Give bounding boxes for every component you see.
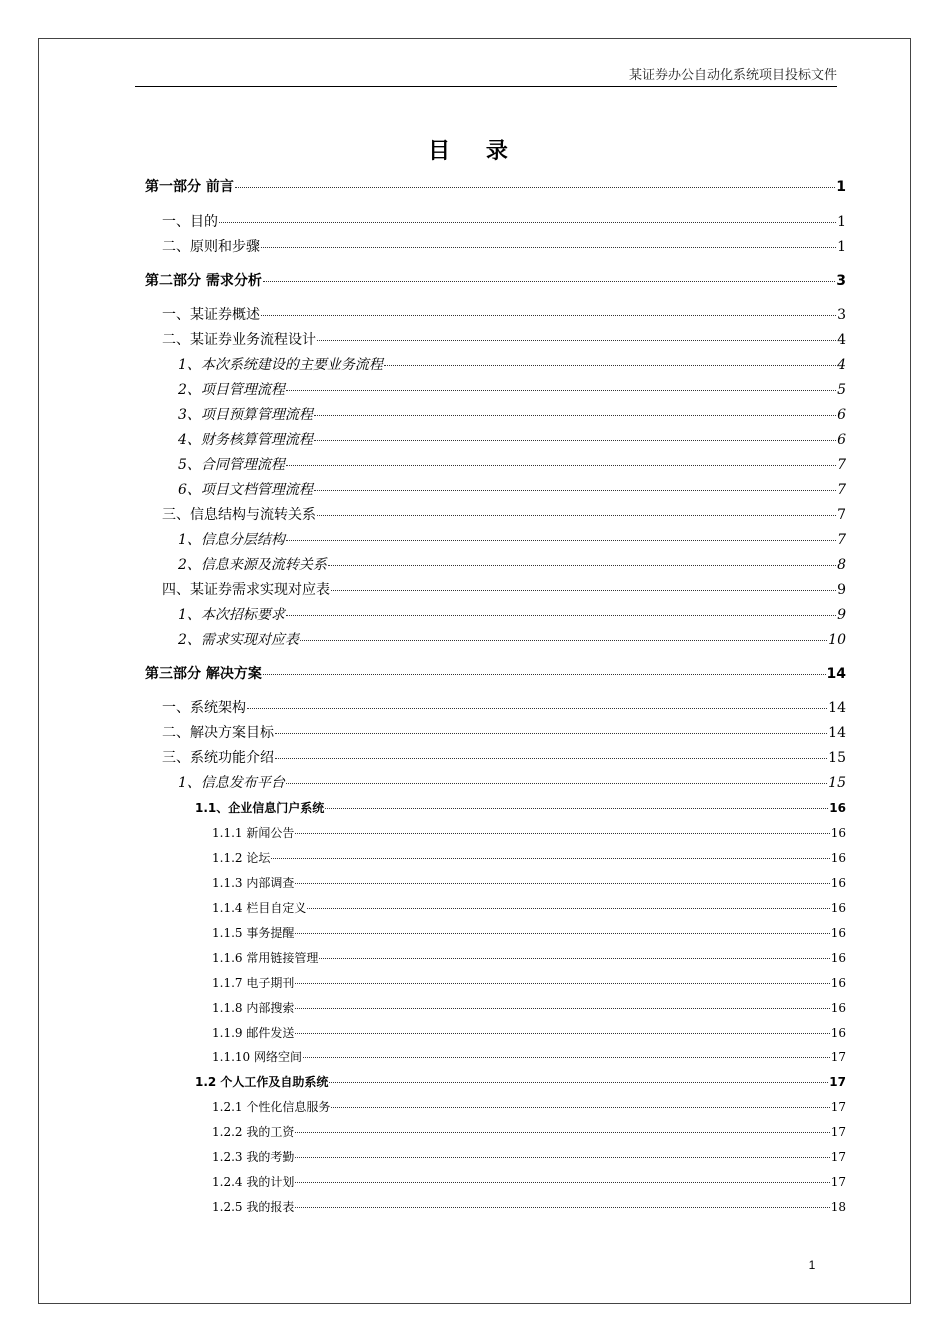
toc-entry-label: 1.1.6 常用链接管理: [212, 951, 319, 965]
toc-entry-page: 16: [830, 851, 846, 865]
dot-leader: [319, 957, 829, 959]
dot-leader: [314, 439, 836, 441]
dot-leader: [328, 564, 836, 566]
dot-leader: [295, 1156, 829, 1158]
toc-entry-label: 1.2.1 个性化信息服务: [212, 1100, 331, 1114]
toc-entry-label: 1.2 个人工作及自助系统: [195, 1075, 329, 1089]
toc-entry-label: 1.2.2 我的工资: [212, 1125, 295, 1139]
toc-entry-label: 1.1.3 内部调查: [212, 876, 295, 890]
toc-entry[interactable]: [178, 404, 846, 426]
toc-entry[interactable]: [212, 997, 846, 1019]
toc-entry-label: 6、项目文档管理流程: [178, 482, 313, 498]
toc-entry[interactable]: [212, 847, 846, 869]
toc-entry-label: 1.1.10 网络空间: [212, 1050, 302, 1064]
toc-entry-label: 1.2.3 我的考勤: [212, 1150, 295, 1164]
dot-leader: [286, 464, 836, 466]
toc-entry[interactable]: [162, 579, 846, 601]
toc-entry-label: 1.1、企业信息门户系统: [195, 801, 325, 815]
toc-entry-page: 7: [837, 532, 846, 548]
toc-entry[interactable]: [162, 504, 846, 526]
toc-entry-page: 7: [837, 482, 846, 498]
toc-entry-page: 9: [837, 607, 846, 623]
dot-leader: [295, 882, 829, 884]
toc-entry-label: 一、某证券概述: [162, 307, 260, 323]
toc-entry[interactable]: [212, 922, 846, 944]
toc-entry-label: 二、原则和步骤: [162, 239, 260, 255]
dot-leader: [275, 732, 827, 734]
toc-entry[interactable]: [145, 270, 846, 292]
page-number: 1: [808, 1258, 816, 1272]
toc-entry[interactable]: [212, 1046, 846, 1068]
toc-entry[interactable]: [145, 176, 846, 198]
dot-leader: [286, 614, 836, 616]
toc-entry-page: 8: [837, 557, 846, 573]
toc-entry[interactable]: [178, 429, 846, 451]
toc-entry-label: 1、信息分层结构: [178, 532, 285, 548]
toc-entry[interactable]: [212, 1121, 846, 1143]
toc-entry-page: 17: [830, 1150, 846, 1164]
toc-entry[interactable]: [178, 604, 846, 626]
toc-entry-page: 17: [830, 1100, 846, 1114]
toc-entry-label: 三、系统功能介绍: [162, 750, 274, 766]
toc-entry[interactable]: [212, 897, 846, 919]
dot-leader: [384, 364, 836, 366]
dot-leader: [303, 1056, 830, 1058]
dot-leader: [261, 314, 836, 316]
toc-entry-page: 18: [830, 1200, 846, 1214]
dot-leader: [329, 1081, 828, 1083]
toc-entry-label: 二、某证券业务流程设计: [162, 332, 316, 348]
dot-leader: [314, 489, 836, 491]
toc-entry-label: 二、解决方案目标: [162, 725, 274, 741]
dot-leader: [295, 932, 829, 934]
toc-entry[interactable]: [195, 797, 846, 819]
toc-entry[interactable]: [162, 697, 846, 719]
running-header: 某证券办公自动化系统项目投标文件: [135, 66, 837, 87]
dot-leader: [314, 414, 836, 416]
toc-entry[interactable]: [162, 236, 846, 258]
toc-entry-label: 2、信息来源及流转关系: [178, 557, 327, 573]
toc-entry[interactable]: [212, 872, 846, 894]
toc-entry-page: 16: [830, 826, 846, 840]
toc-entry-label: 1.2.5 我的报表: [212, 1200, 295, 1214]
toc-entry[interactable]: [178, 479, 846, 501]
toc-entry[interactable]: [178, 379, 846, 401]
toc-entry[interactable]: [212, 1096, 846, 1118]
dot-leader: [325, 807, 828, 809]
toc-entry-label: 1.1.1 新闻公告: [212, 826, 295, 840]
dot-leader: [263, 280, 835, 282]
toc-entry-page: 17: [830, 1175, 846, 1189]
dot-leader: [261, 246, 836, 248]
toc-entry-label: 2、项目管理流程: [178, 382, 285, 398]
toc-entry-page: 16: [830, 1026, 846, 1040]
toc-entry-label: 1.1.2 论坛: [212, 851, 271, 865]
toc-entry-label: 1.1.7 电子期刊: [212, 976, 295, 990]
toc-entry[interactable]: [195, 1071, 846, 1093]
toc-entry-label: 一、目的: [162, 214, 218, 230]
toc-entry-label: 1.2.4 我的计划: [212, 1175, 295, 1189]
toc-entry-label: 1、信息发布平台: [178, 775, 285, 791]
toc-entry[interactable]: [162, 304, 846, 326]
toc-entry-page: 4: [837, 332, 846, 348]
toc-entry-page: 17: [829, 1075, 846, 1089]
toc-entry[interactable]: [162, 722, 846, 744]
toc-entry-label: 第三部分 解决方案: [145, 666, 262, 682]
toc-entry[interactable]: [212, 947, 846, 969]
toc-entry[interactable]: [212, 972, 846, 994]
toc-entry[interactable]: [212, 1146, 846, 1168]
toc-entry-label: 四、某证券需求实现对应表: [162, 582, 330, 598]
toc-entry-label: 1.1.9 邮件发送: [212, 1026, 295, 1040]
dot-leader: [295, 832, 829, 834]
toc-entry-page: 6: [837, 407, 846, 423]
toc-entry-page: 4: [837, 357, 846, 373]
toc-entry[interactable]: [162, 329, 846, 351]
toc-entry-page: 7: [837, 507, 846, 523]
toc-entry-page: 3: [837, 307, 846, 323]
toc-entry[interactable]: [178, 772, 846, 794]
toc-entry-page: 1: [837, 214, 846, 230]
dot-leader: [317, 339, 836, 341]
toc-entry-label: 1.1.4 栏目自定义: [212, 901, 307, 915]
dot-leader: [286, 539, 836, 541]
toc-entry[interactable]: [178, 454, 846, 476]
toc-entry-page: 14: [828, 700, 846, 716]
toc-entry-page: 15: [828, 775, 846, 791]
toc-entry-label: 4、财务核算管理流程: [178, 432, 313, 448]
toc-entry-page: 16: [830, 926, 846, 940]
toc-entry-page: 15: [828, 750, 846, 766]
toc-entry[interactable]: [178, 629, 846, 651]
dot-leader: [295, 1181, 829, 1183]
toc-entry-page: 3: [836, 273, 846, 289]
toc-entry-label: 第二部分 需求分析: [145, 273, 262, 289]
dot-leader: [295, 1007, 829, 1009]
toc-entry-page: 16: [830, 1001, 846, 1015]
dot-leader: [307, 907, 829, 909]
dot-leader: [247, 707, 827, 709]
toc-entry-page: 14: [828, 725, 846, 741]
toc-entry-label: 1、本次招标要求: [178, 607, 285, 623]
toc-entry[interactable]: [178, 529, 846, 551]
toc-entry-page: 1: [836, 179, 846, 195]
toc-entry[interactable]: [162, 211, 846, 233]
toc-entry-page: 7: [837, 457, 846, 473]
toc-entry-label: 2、需求实现对应表: [178, 632, 299, 648]
toc-entry-page: 17: [830, 1125, 846, 1139]
toc-entry-label: 1.1.5 事务提醒: [212, 926, 295, 940]
toc-entry-page: 9: [837, 582, 846, 598]
toc-entry-label: 三、信息结构与流转关系: [162, 507, 316, 523]
toc-entry-page: 16: [830, 951, 846, 965]
toc-entry-label: 一、系统架构: [162, 700, 246, 716]
toc-entry-page: 1: [837, 239, 846, 255]
toc-entry-label: 1.1.8 内部搜索: [212, 1001, 295, 1015]
toc-entry[interactable]: [212, 822, 846, 844]
dot-leader: [286, 782, 827, 784]
dot-leader: [271, 857, 829, 859]
dot-leader: [219, 221, 836, 223]
toc-entry[interactable]: [212, 1022, 846, 1044]
toc-entry-page: 16: [830, 876, 846, 890]
dot-leader: [300, 639, 827, 641]
toc-entry-page: 16: [829, 801, 846, 815]
toc-title: 目 录: [428, 138, 522, 164]
dot-leader: [295, 1032, 829, 1034]
toc-entry[interactable]: [162, 747, 846, 769]
toc-entry-page: 6: [837, 432, 846, 448]
toc-entry-label: 5、合同管理流程: [178, 457, 285, 473]
toc-entry-label: 第一部分 前言: [145, 179, 234, 195]
toc-entry-label: 3、项目预算管理流程: [178, 407, 313, 423]
dot-leader: [295, 982, 829, 984]
toc-entry-page: 10: [828, 632, 846, 648]
dot-leader: [331, 1106, 829, 1108]
toc-entry[interactable]: [178, 554, 846, 576]
dot-leader: [295, 1131, 829, 1133]
toc-entry-page: 16: [830, 976, 846, 990]
dot-leader: [286, 389, 836, 391]
dot-leader: [331, 589, 836, 591]
toc-entry[interactable]: [212, 1171, 846, 1193]
toc-entry-page: 5: [837, 382, 846, 398]
toc-entry[interactable]: [178, 354, 846, 376]
dot-leader: [275, 757, 827, 759]
toc-entry[interactable]: [212, 1196, 846, 1218]
toc-entry-page: 14: [826, 666, 846, 682]
toc-entry-page: 16: [830, 901, 846, 915]
toc-entry-page: 17: [830, 1050, 846, 1064]
dot-leader: [317, 514, 836, 516]
dot-leader: [295, 1206, 829, 1208]
toc-entry-label: 1、本次系统建设的主要业务流程: [178, 357, 383, 373]
toc-entry[interactable]: [145, 663, 846, 685]
dot-leader: [263, 673, 826, 675]
dot-leader: [235, 186, 835, 188]
